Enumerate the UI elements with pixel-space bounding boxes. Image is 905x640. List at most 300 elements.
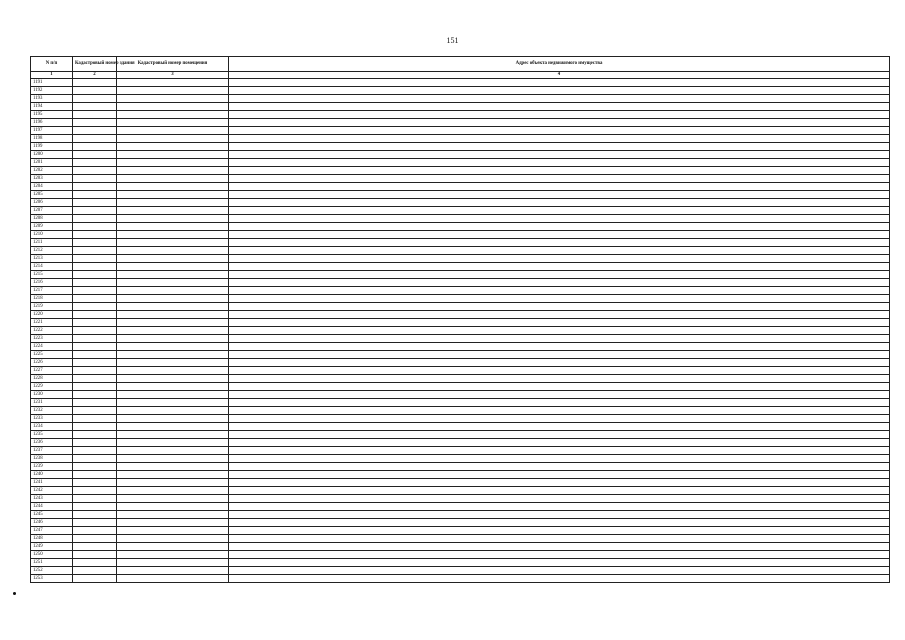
building-cadastral-number: [73, 367, 117, 375]
row-number: 1210: [31, 231, 73, 239]
table-row: [31, 559, 890, 567]
room-cadastral-number: [117, 431, 229, 439]
row-number: 1209: [31, 223, 73, 231]
row-number: 1251: [31, 559, 73, 567]
table-row: [31, 279, 890, 287]
room-cadastral-number: [117, 191, 229, 199]
room-cadastral-number: [117, 455, 229, 463]
object-address: [229, 567, 890, 575]
room-cadastral-number: [117, 271, 229, 279]
row-number: 1197: [31, 127, 73, 135]
room-cadastral-number: [117, 551, 229, 559]
building-cadastral-number: [73, 103, 117, 111]
row-number: 1231: [31, 399, 73, 407]
table-row: [31, 503, 890, 511]
table-row: [31, 183, 890, 191]
object-address: [229, 287, 890, 295]
row-number: 1252: [31, 567, 73, 575]
row-number: 1249: [31, 543, 73, 551]
building-cadastral-number: [73, 143, 117, 151]
object-address: [229, 295, 890, 303]
building-cadastral-number: [73, 399, 117, 407]
object-address: [229, 479, 890, 487]
page-number: 151: [446, 36, 459, 45]
object-address: [229, 143, 890, 151]
room-cadastral-number: [117, 559, 229, 567]
row-number: 1213: [31, 255, 73, 263]
building-cadastral-number: [73, 335, 117, 343]
building-cadastral-number: [73, 543, 117, 551]
row-number: 1201: [31, 159, 73, 167]
table-row: [31, 303, 890, 311]
table-row: [31, 231, 890, 239]
table-row: [31, 215, 890, 223]
building-cadastral-number: [73, 255, 117, 263]
object-address: [229, 503, 890, 511]
table-row: [31, 359, 890, 367]
row-number: 1221: [31, 319, 73, 327]
row-number: 1229: [31, 383, 73, 391]
row-number: 1241: [31, 479, 73, 487]
header-num: 1: [31, 72, 73, 79]
row-number: 1220: [31, 311, 73, 319]
room-cadastral-number: [117, 167, 229, 175]
table-row: [31, 271, 890, 279]
room-cadastral-number: [117, 511, 229, 519]
object-address: [229, 439, 890, 447]
table-row: [31, 199, 890, 207]
room-cadastral-number: [117, 439, 229, 447]
building-cadastral-number: [73, 495, 117, 503]
row-number: 1226: [31, 359, 73, 367]
row-number: 1246: [31, 519, 73, 527]
row-number: 1225: [31, 351, 73, 359]
object-address: [229, 271, 890, 279]
building-cadastral-number: [73, 175, 117, 183]
building-cadastral-number: [73, 167, 117, 175]
object-address: [229, 535, 890, 543]
table-row: [31, 487, 890, 495]
building-cadastral-number: [73, 415, 117, 423]
row-number: 1191: [31, 79, 73, 87]
building-cadastral-number: [73, 119, 117, 127]
row-number: 1208: [31, 215, 73, 223]
room-cadastral-number: [117, 567, 229, 575]
row-number: 1194: [31, 103, 73, 111]
building-cadastral-number: [73, 471, 117, 479]
row-number: 1232: [31, 407, 73, 415]
room-cadastral-number: [117, 463, 229, 471]
building-cadastral-number: [73, 463, 117, 471]
room-cadastral-number: [117, 423, 229, 431]
row-number: 1192: [31, 87, 73, 95]
table-header-row: [31, 57, 890, 72]
object-address: [229, 191, 890, 199]
object-address: [229, 255, 890, 263]
table-row: [31, 311, 890, 319]
header-address: Адрес объекта недвижимого имущества: [229, 57, 890, 72]
building-cadastral-number: [73, 535, 117, 543]
table-row: [31, 575, 890, 583]
table-row: [31, 135, 890, 143]
building-cadastral-number: [73, 311, 117, 319]
row-number: 1247: [31, 527, 73, 535]
room-cadastral-number: [117, 351, 229, 359]
table-row: [31, 327, 890, 335]
object-address: [229, 263, 890, 271]
room-cadastral-number: [117, 159, 229, 167]
row-number: 1196: [31, 119, 73, 127]
object-address: [229, 383, 890, 391]
table-row: [31, 455, 890, 463]
building-cadastral-number: [73, 239, 117, 247]
object-address: [229, 575, 890, 583]
table-row: [31, 399, 890, 407]
table-row: [31, 567, 890, 575]
object-address: [229, 551, 890, 559]
object-address: [229, 215, 890, 223]
table-row: [31, 295, 890, 303]
row-number: 1228: [31, 375, 73, 383]
room-cadastral-number: [117, 183, 229, 191]
table-row: [31, 239, 890, 247]
object-address: [229, 343, 890, 351]
building-cadastral-number: [73, 79, 117, 87]
building-cadastral-number: [73, 263, 117, 271]
object-address: [229, 463, 890, 471]
table-row: [31, 167, 890, 175]
room-cadastral-number: [117, 111, 229, 119]
margin-mark: [13, 592, 16, 595]
row-number: 1193: [31, 95, 73, 103]
table-row: [31, 103, 890, 111]
room-cadastral-number: [117, 327, 229, 335]
table-row: [31, 375, 890, 383]
room-cadastral-number: [117, 239, 229, 247]
object-address: [229, 519, 890, 527]
table-row: [31, 535, 890, 543]
building-cadastral-number: [73, 479, 117, 487]
table-row: [31, 247, 890, 255]
row-number: 1198: [31, 135, 73, 143]
object-address: [229, 119, 890, 127]
building-cadastral-number: [73, 383, 117, 391]
table-row: [31, 423, 890, 431]
room-cadastral-number: [117, 527, 229, 535]
building-cadastral-number: [73, 247, 117, 255]
row-number: 1230: [31, 391, 73, 399]
room-cadastral-number: [117, 295, 229, 303]
room-cadastral-number: [117, 335, 229, 343]
room-cadastral-number: [117, 151, 229, 159]
room-cadastral-number: [117, 135, 229, 143]
table-row: [31, 383, 890, 391]
table-row: [31, 119, 890, 127]
row-number: 1243: [31, 495, 73, 503]
row-number: 1200: [31, 151, 73, 159]
object-address: [229, 111, 890, 119]
room-cadastral-number: [117, 543, 229, 551]
building-cadastral-number: [73, 87, 117, 95]
row-number: 1212: [31, 247, 73, 255]
room-cadastral-number: [117, 391, 229, 399]
building-cadastral-number: [73, 271, 117, 279]
row-number: 1253: [31, 575, 73, 583]
room-cadastral-number: [117, 279, 229, 287]
table-row: [31, 287, 890, 295]
object-address: [229, 239, 890, 247]
object-address: [229, 223, 890, 231]
building-cadastral-number: [73, 327, 117, 335]
building-cadastral-number: [73, 111, 117, 119]
object-address: [229, 247, 890, 255]
object-address: [229, 303, 890, 311]
row-number: 1205: [31, 191, 73, 199]
building-cadastral-number: [73, 95, 117, 103]
room-cadastral-number: [117, 415, 229, 423]
row-number: 1244: [31, 503, 73, 511]
building-cadastral-number: [73, 343, 117, 351]
building-cadastral-number: [73, 559, 117, 567]
table-row: [31, 207, 890, 215]
table-row: [31, 263, 890, 271]
building-cadastral-number: [73, 527, 117, 535]
table-row: [31, 527, 890, 535]
room-cadastral-number: [117, 519, 229, 527]
object-address: [229, 359, 890, 367]
table-row: [31, 159, 890, 167]
object-address: [229, 87, 890, 95]
object-address: [229, 103, 890, 111]
row-number: 1240: [31, 471, 73, 479]
object-address: [229, 471, 890, 479]
room-cadastral-number: [117, 575, 229, 583]
room-cadastral-number: [117, 207, 229, 215]
row-number: 1204: [31, 183, 73, 191]
object-address: [229, 199, 890, 207]
building-cadastral-number: [73, 295, 117, 303]
table-row: [31, 415, 890, 423]
row-number: 1233: [31, 415, 73, 423]
building-cadastral-number: [73, 391, 117, 399]
registry-table: [30, 56, 890, 583]
building-cadastral-number: [73, 199, 117, 207]
row-number: 1239: [31, 463, 73, 471]
table-row: [31, 367, 890, 375]
table-row: [31, 87, 890, 95]
header-num: 2: [73, 72, 117, 79]
building-cadastral-number: [73, 135, 117, 143]
row-number: 1202: [31, 167, 73, 175]
row-number: 1238: [31, 455, 73, 463]
row-number: 1242: [31, 487, 73, 495]
object-address: [229, 407, 890, 415]
table-row: [31, 439, 890, 447]
table-row: [31, 431, 890, 439]
row-number: 1217: [31, 287, 73, 295]
room-cadastral-number: [117, 399, 229, 407]
row-number: 1218: [31, 295, 73, 303]
object-address: [229, 375, 890, 383]
room-cadastral-number: [117, 79, 229, 87]
row-number: 1195: [31, 111, 73, 119]
room-cadastral-number: [117, 535, 229, 543]
table-row: [31, 407, 890, 415]
row-number: 1206: [31, 199, 73, 207]
object-address: [229, 159, 890, 167]
table-row: [31, 543, 890, 551]
room-cadastral-number: [117, 479, 229, 487]
object-address: [229, 319, 890, 327]
building-cadastral-number: [73, 207, 117, 215]
building-cadastral-number: [73, 359, 117, 367]
object-address: [229, 327, 890, 335]
room-cadastral-number: [117, 495, 229, 503]
table-row: [31, 511, 890, 519]
header-num: 4: [229, 72, 890, 79]
table-header-numbers: [31, 72, 890, 79]
row-number: 1245: [31, 511, 73, 519]
object-address: [229, 527, 890, 535]
table-row: [31, 551, 890, 559]
row-number: 1223: [31, 335, 73, 343]
row-number: 1236: [31, 439, 73, 447]
building-cadastral-number: [73, 303, 117, 311]
row-number: 1214: [31, 263, 73, 271]
object-address: [229, 135, 890, 143]
row-number: 1224: [31, 343, 73, 351]
row-number: 1215: [31, 271, 73, 279]
table-row: [31, 479, 890, 487]
object-address: [229, 495, 890, 503]
room-cadastral-number: [117, 143, 229, 151]
row-number: 1234: [31, 423, 73, 431]
row-number: 1203: [31, 175, 73, 183]
object-address: [229, 447, 890, 455]
object-address: [229, 487, 890, 495]
table-row: [31, 471, 890, 479]
object-address: [229, 207, 890, 215]
building-cadastral-number: [73, 191, 117, 199]
header-room-cadastral: Кадастровый номер помещения: [117, 57, 229, 72]
building-cadastral-number: [73, 215, 117, 223]
object-address: [229, 311, 890, 319]
table-row: [31, 343, 890, 351]
building-cadastral-number: [73, 287, 117, 295]
object-address: [229, 391, 890, 399]
room-cadastral-number: [117, 263, 229, 271]
table-row: [31, 191, 890, 199]
header-building-cadastral: Кадастровый номер здания: [73, 57, 117, 72]
building-cadastral-number: [73, 423, 117, 431]
building-cadastral-number: [73, 511, 117, 519]
room-cadastral-number: [117, 199, 229, 207]
object-address: [229, 543, 890, 551]
table-row: [31, 255, 890, 263]
object-address: [229, 151, 890, 159]
building-cadastral-number: [73, 551, 117, 559]
table-row: [31, 151, 890, 159]
row-number: 1250: [31, 551, 73, 559]
room-cadastral-number: [117, 359, 229, 367]
room-cadastral-number: [117, 127, 229, 135]
row-number: 1235: [31, 431, 73, 439]
header-num: 3: [117, 72, 229, 79]
room-cadastral-number: [117, 487, 229, 495]
building-cadastral-number: [73, 231, 117, 239]
building-cadastral-number: [73, 567, 117, 575]
table-row: [31, 447, 890, 455]
room-cadastral-number: [117, 231, 229, 239]
table-row: [31, 79, 890, 87]
object-address: [229, 231, 890, 239]
table-body: [31, 79, 890, 583]
room-cadastral-number: [117, 287, 229, 295]
building-cadastral-number: [73, 319, 117, 327]
object-address: [229, 167, 890, 175]
object-address: [229, 399, 890, 407]
room-cadastral-number: [117, 367, 229, 375]
row-number: 1222: [31, 327, 73, 335]
building-cadastral-number: [73, 151, 117, 159]
table-row: [31, 351, 890, 359]
object-address: [229, 95, 890, 103]
building-cadastral-number: [73, 183, 117, 191]
table-row: [31, 95, 890, 103]
object-address: [229, 455, 890, 463]
row-number: 1248: [31, 535, 73, 543]
room-cadastral-number: [117, 87, 229, 95]
building-cadastral-number: [73, 375, 117, 383]
row-number: 1216: [31, 279, 73, 287]
row-number: 1237: [31, 447, 73, 455]
room-cadastral-number: [117, 319, 229, 327]
object-address: [229, 423, 890, 431]
building-cadastral-number: [73, 431, 117, 439]
header-n: N п/п: [31, 57, 73, 72]
object-address: [229, 511, 890, 519]
room-cadastral-number: [117, 383, 229, 391]
building-cadastral-number: [73, 351, 117, 359]
table-row: [31, 127, 890, 135]
object-address: [229, 175, 890, 183]
building-cadastral-number: [73, 575, 117, 583]
room-cadastral-number: [117, 215, 229, 223]
room-cadastral-number: [117, 247, 229, 255]
row-number: 1227: [31, 367, 73, 375]
room-cadastral-number: [117, 447, 229, 455]
object-address: [229, 415, 890, 423]
object-address: [229, 335, 890, 343]
building-cadastral-number: [73, 127, 117, 135]
building-cadastral-number: [73, 159, 117, 167]
room-cadastral-number: [117, 255, 229, 263]
room-cadastral-number: [117, 471, 229, 479]
room-cadastral-number: [117, 95, 229, 103]
object-address: [229, 367, 890, 375]
table-row: [31, 335, 890, 343]
building-cadastral-number: [73, 519, 117, 527]
room-cadastral-number: [117, 311, 229, 319]
table-row: [31, 519, 890, 527]
row-number: 1199: [31, 143, 73, 151]
table-row: [31, 391, 890, 399]
building-cadastral-number: [73, 447, 117, 455]
table-row: [31, 463, 890, 471]
object-address: [229, 351, 890, 359]
row-number: 1219: [31, 303, 73, 311]
object-address: [229, 559, 890, 567]
